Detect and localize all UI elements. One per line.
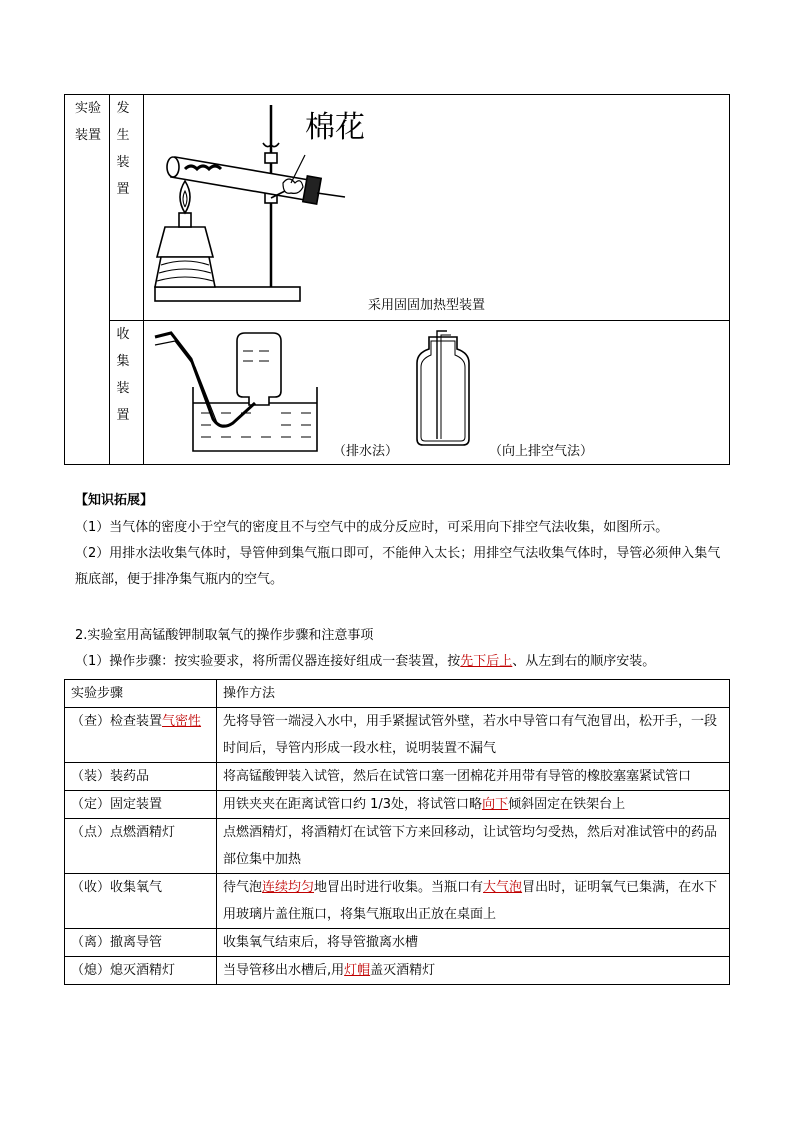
method-text: 盖灭酒精灯	[370, 963, 436, 978]
gas-collection-bottle-diagram	[407, 327, 479, 447]
generation-caption: 采用固固加热型装置	[368, 298, 486, 313]
knowledge-paragraph-2: （2）用排水法收集气体时，导管伸到集气瓶口即可，不能伸入太长；用排空气法收集气体时，导管必须伸入集气瓶底部，便于排净集气瓶内的空气。	[75, 546, 721, 587]
water-displacement-diagram	[151, 327, 326, 457]
row-divider	[109, 320, 729, 321]
generation-label: 发生装置	[116, 101, 130, 197]
method-cell	[217, 929, 730, 957]
method-emphasis: 灯帽	[344, 963, 371, 978]
method-text: 倾斜固定在铁架台上	[508, 797, 626, 812]
knowledge-paragraph-1: （1）当气体的密度小于空气的密度且不与空气中的成分反应时，可采用向下排空气法收集，如图所示。	[75, 520, 669, 535]
cotton-label: 棉花	[305, 110, 365, 145]
apparatus-table	[64, 94, 730, 465]
method-emphasis: 连续均匀	[262, 880, 315, 895]
method-emphasis: 大气泡	[483, 880, 523, 895]
method-cell	[217, 708, 730, 763]
table-row	[65, 708, 730, 763]
step-emphasis: 气密性	[162, 714, 202, 729]
method-cell	[217, 763, 730, 791]
method-text: 收集氧气结束后，将导管撤离水槽	[223, 935, 419, 950]
step-cell	[65, 819, 217, 874]
knowledge-heading-text: 【知识拓展】	[75, 493, 154, 508]
table-row	[65, 791, 730, 819]
step-cell	[65, 791, 217, 819]
knowledge-heading	[75, 488, 725, 514]
method-text: 地冒出时进行收集。当瓶口有	[314, 880, 484, 895]
step-name: （熄）熄灭酒精灯	[71, 963, 176, 978]
method-cell	[217, 819, 730, 874]
method-text: 点燃酒精灯，将酒精灯在试管下方来回移动，让试管均匀受热，然后对准试管中的药品部位集中加热	[223, 825, 718, 867]
intro-emphasis: 先下后上	[460, 654, 513, 669]
section-title: 2.实验室用高锰酸钾制取氧气的操作步骤和注意事项	[75, 628, 374, 643]
step-cell	[65, 957, 217, 985]
table-row	[65, 763, 730, 791]
step-cell	[65, 708, 217, 763]
step-name: （离）撤离导管	[71, 935, 163, 950]
table-header-row	[65, 680, 730, 708]
steps-table	[64, 679, 730, 985]
intro-text: （1）操作步骤：按实验要求，将所需仪器连接好组成一套装置，按	[75, 654, 461, 669]
table-row	[65, 957, 730, 985]
column-divider	[109, 95, 110, 464]
method-text: 用铁夹夹在距离试管口约 1/3处，将试管口略	[223, 797, 483, 812]
step-cell	[65, 929, 217, 957]
step-name: （点）点燃酒精灯	[71, 825, 176, 840]
method-cell	[217, 874, 730, 929]
step-cell	[65, 763, 217, 791]
operation-steps-intro	[75, 649, 725, 675]
step-name: （查）检查装置	[71, 714, 163, 729]
air-method-caption: （向上排空气法）	[489, 444, 594, 459]
heating-apparatus-diagram	[145, 97, 435, 315]
method-text: 待气泡	[223, 880, 263, 895]
method-cell	[217, 957, 730, 985]
column-divider	[143, 95, 144, 464]
method-text: 先将导管一端浸入水中，用手紧握试管外壁，若水中导管口有气泡冒出，松开手，一段时间后，导管内形成一段水柱，说明装置不漏气	[223, 714, 718, 756]
method-emphasis: 向下	[482, 797, 509, 812]
method-text: 冒出时，证明氧气已集满，在水下用玻璃片盖住瓶口，将集气瓶取出正放在桌面上	[223, 880, 718, 922]
table-row	[65, 874, 730, 929]
water-method-caption: （排水法）	[333, 444, 399, 459]
table-row	[65, 929, 730, 957]
header-method: 操作方法	[217, 680, 730, 708]
method-text: 将高锰酸钾装入试管，然后在试管口塞一团棉花并用带有导管的橡胶塞塞紧试管口	[223, 769, 692, 784]
step-name: （收）收集氧气	[71, 880, 163, 895]
method-text: 当导管移出水槽后,用	[223, 963, 345, 978]
apparatus-row-label: 实验装置	[74, 101, 101, 143]
step-name: （定）固定装置	[71, 797, 163, 812]
step-cell	[65, 874, 217, 929]
collection-label: 收集装置	[116, 327, 130, 423]
step-name: （装）装药品	[71, 769, 150, 784]
header-step: 实验步骤	[65, 680, 217, 708]
method-cell	[217, 791, 730, 819]
intro-text-end: 、从左到右的顺序安装。	[512, 654, 656, 669]
table-row	[65, 819, 730, 874]
